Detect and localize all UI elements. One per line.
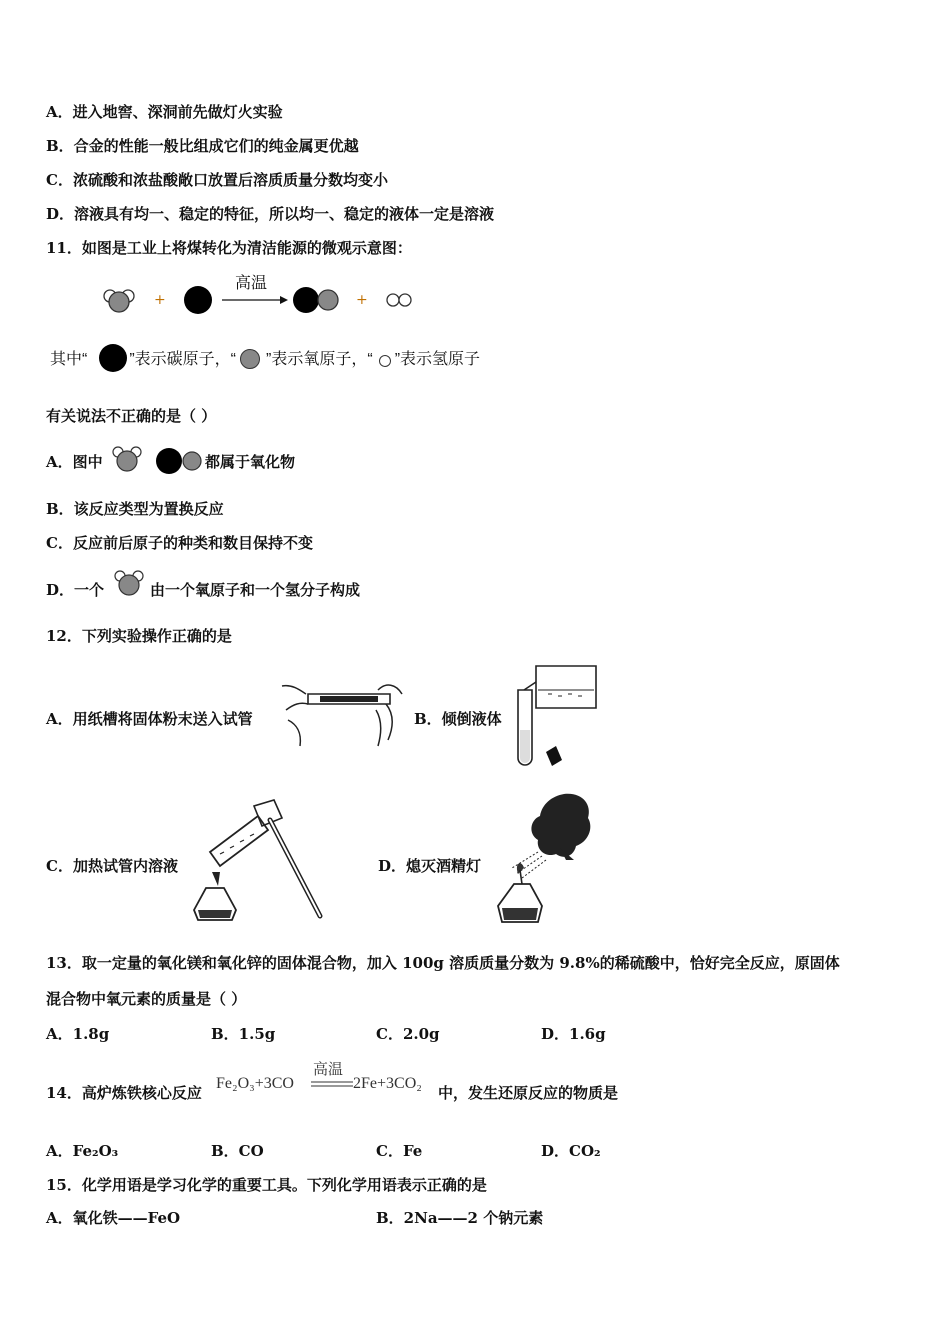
- q11-legend: [50, 350, 480, 370]
- q11-stem: 11．如图是工业上将煤转化为清洁能源的微观示意图：: [46, 239, 412, 257]
- q11-option-a-prefix: A．图中: [46, 453, 103, 471]
- q13-stem-line1: 13．取一定量的氧化镁和氧化锌的固体混合物，加入 100g 溶质质量分数为 9.8%的稀硫酸中，恰好完全反应，原固体: [46, 954, 840, 972]
- legend-prefix: 其中“: [50, 351, 88, 369]
- q11-option-d-water-icon: [112, 570, 148, 600]
- q12-d-extinguish-illustration: [490, 790, 600, 930]
- q11-option-d-prefix: D．一个: [46, 581, 105, 599]
- legend-carbon-text: ”表示碳原子，“: [129, 351, 237, 369]
- q11-option-d-suffix: 由一个氧原子和一个氢分子构成: [150, 581, 361, 599]
- plus-sign-1: +: [154, 292, 166, 308]
- water-molecule-icon: [113, 447, 141, 471]
- q15-option-a: A．氧化铁——FeO: [46, 1209, 181, 1227]
- q12-option-c: C．加热试管内溶液: [46, 857, 178, 875]
- q11-question: 有关说法不正确的是（ ）: [46, 407, 217, 425]
- q11-option-a-molecules: [110, 446, 210, 476]
- co-molecule-icon: [156, 448, 201, 474]
- legend-oxygen-text: ”表示氧原子，“: [266, 351, 373, 369]
- q14-stem-suffix: 中，发生还原反应的物质是: [438, 1084, 619, 1102]
- q14-option-c: C．Fe: [376, 1142, 423, 1160]
- q12-option-b: B．倾倒液体: [414, 710, 502, 728]
- h2-molecule-icon: [387, 294, 411, 306]
- q13-stem-line2: 混合物中氧元素的质量是（ ）: [46, 990, 247, 1008]
- q13-option-b: B．1.5g: [211, 1025, 276, 1043]
- q10-option-d: D．溶液具有均一、稳定的特征，所以均一、稳定的液体一定是溶液: [46, 205, 495, 223]
- q13-option-d: D．1.6g: [541, 1025, 606, 1043]
- q10-option-c: C．浓硫酸和浓盐酸敞口放置后溶质质量分数均变小: [46, 171, 388, 189]
- q14-option-a: A．Fe₂O₃: [46, 1142, 119, 1160]
- q12-option-a: A．用纸槽将固体粉末送入试管: [46, 710, 253, 728]
- q11-reaction-diagram: [100, 275, 420, 320]
- water-molecule-icon: [104, 290, 134, 312]
- legend-oxygen-icon: [236, 350, 266, 370]
- q14-equation-left: Fe₂O₃+3CO: [216, 1075, 294, 1092]
- q13-option-c: C．2.0g: [376, 1025, 440, 1043]
- plus-sign-2: +: [356, 292, 368, 308]
- q12-a-paper-trough-illustration: [278, 680, 408, 750]
- q11-option-b: B．该反应类型为置换反应: [46, 500, 224, 518]
- q12-b-pouring-liquid-illustration: [512, 660, 612, 770]
- legend-carbon-icon: [87, 350, 129, 370]
- q14-equation-condition: 高温: [313, 1062, 344, 1078]
- q12-option-d: D．熄灭酒精灯: [378, 857, 482, 875]
- q10-option-a: A．进入地窖、深洞前先做灯火实验: [46, 103, 283, 121]
- q12-c-heating-illustration: [190, 798, 340, 928]
- q15-option-b: B．2Na——2 个钠元素: [376, 1209, 544, 1227]
- q10-option-b: B．合金的性能一般比组成它们的纯金属更优越: [46, 137, 359, 155]
- q14-option-d: D．CO₂: [541, 1142, 601, 1160]
- co-molecule-icon: [293, 287, 338, 313]
- legend-hydrogen-icon: [373, 350, 395, 370]
- q12-stem: 12．下列实验操作正确的是: [46, 627, 232, 645]
- q14-stem-prefix: 14．高炉炼铁核心反应: [46, 1084, 202, 1102]
- carbon-atom-icon: [184, 286, 212, 314]
- q11-option-a: [46, 452, 103, 472]
- q13-option-a: A．1.8g: [46, 1025, 110, 1043]
- q11-option-a-suffix: 都属于氧化物: [205, 453, 296, 471]
- q14-equation-equals: [311, 1081, 353, 1089]
- legend-hydrogen-text: ”表示氢原子: [394, 351, 481, 369]
- q15-stem: 15．化学用语是学习化学的重要工具。下列化学用语表示正确的是: [46, 1176, 487, 1194]
- q14-option-b: B．CO: [211, 1142, 264, 1160]
- q11-option-c: C．反应前后原子的种类和数目保持不变: [46, 534, 313, 552]
- reaction-condition: 高温: [235, 275, 268, 292]
- q14-equation-right: 2Fe+3CO₂: [353, 1075, 422, 1092]
